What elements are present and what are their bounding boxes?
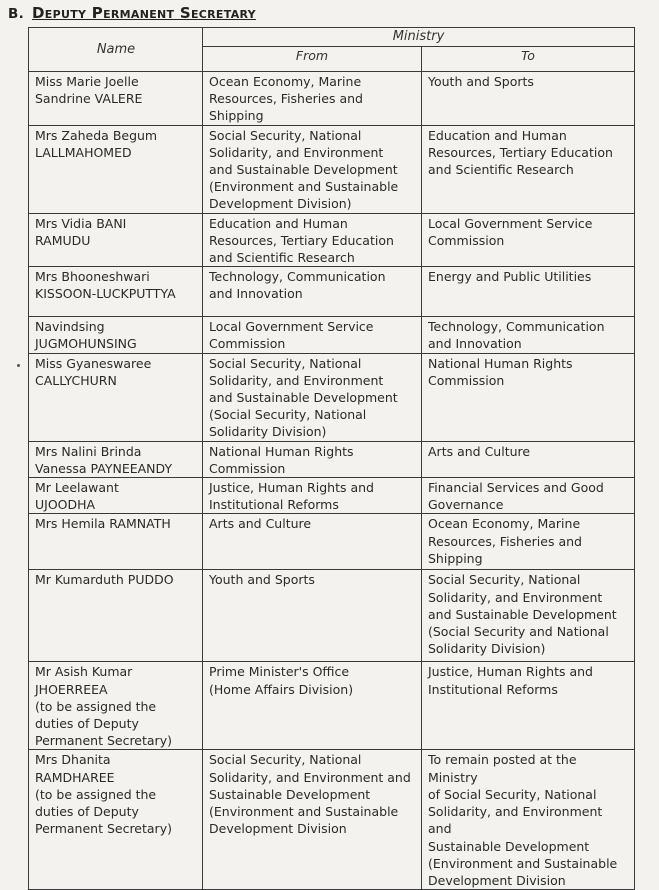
table-row bbox=[29, 353, 635, 441]
section-letter: B. bbox=[8, 6, 25, 22]
table-row bbox=[29, 514, 635, 570]
cell-name: Mr Leelawant UJOODHA bbox=[29, 478, 203, 514]
cell-to: National Human Rights Commission bbox=[422, 353, 635, 441]
cell-from: Technology, Communication and Innovation bbox=[203, 267, 422, 317]
cell-to: Financial Services and Good Governance bbox=[422, 478, 635, 514]
cell-to: Local Government Service Commission bbox=[422, 213, 635, 267]
cell-to: To remain posted at the Ministry of Social Security, National Solidarity, and Environment and Sustainable Development (Environment and Sustainable Development Division bbox=[422, 750, 635, 890]
cell-to: Social Security, National Solidarity, and Environment and Sustainable Development (Social Security and National Solidarity Division) bbox=[422, 570, 635, 662]
cell-from: Social Security, National Solidarity, and Environment and Sustainable Development (Environment and Sustainable Development Division) bbox=[203, 125, 422, 213]
table-row bbox=[29, 570, 635, 662]
table-row bbox=[29, 478, 635, 514]
cell-name: Mrs Nalini Brinda Vanessa PAYNEEANDY bbox=[29, 441, 203, 477]
header-to: To bbox=[422, 47, 635, 72]
cell-name: Mrs Zaheda Begum LALLMAHOMED bbox=[29, 125, 203, 213]
cell-from: National Human Rights Commission bbox=[203, 441, 422, 477]
table-row bbox=[29, 441, 635, 477]
header-name: Name bbox=[29, 28, 203, 72]
cell-name: Navindsing JUGMOHUNSING bbox=[29, 317, 203, 353]
cell-from: Ocean Economy, Marine Resources, Fisheries and Shipping bbox=[203, 72, 422, 126]
section-title: Deputy Permanent Secretary bbox=[32, 4, 256, 22]
cell-to: Ocean Economy, Marine Resources, Fisheries and Shipping bbox=[422, 514, 635, 570]
margin-mark bbox=[17, 364, 20, 367]
table-row bbox=[29, 750, 635, 890]
table-row bbox=[29, 267, 635, 317]
cell-name: Mrs Dhanita RAMDHAREE (to be assigned the duties of Deputy Permanent Secretary) bbox=[29, 750, 203, 890]
cell-from: Prime Minister's Office (Home Affairs Division) bbox=[203, 662, 422, 750]
table-row bbox=[29, 213, 635, 267]
cell-to: Energy and Public Utilities bbox=[422, 267, 635, 317]
header-from: From bbox=[203, 47, 422, 72]
cell-from: Social Security, National Solidarity, and Environment and Sustainable Development (Social Security, National Solidarity Division) bbox=[203, 353, 422, 441]
cell-from: Justice, Human Rights and Institutional Reforms bbox=[203, 478, 422, 514]
table-row bbox=[29, 662, 635, 750]
cell-from: Social Security, National Solidarity, and Environment and Sustainable Development (Environment and Sustainable Development Division bbox=[203, 750, 422, 890]
cell-to: Youth and Sports bbox=[422, 72, 635, 126]
table-row bbox=[29, 125, 635, 213]
table-row bbox=[29, 72, 635, 126]
posting-table bbox=[28, 27, 635, 890]
section-heading bbox=[8, 4, 256, 22]
header-ministry: Ministry bbox=[203, 28, 635, 47]
cell-from: Arts and Culture bbox=[203, 514, 422, 570]
cell-name: Mrs Hemila RAMNATH bbox=[29, 514, 203, 570]
cell-to: Technology, Communication and Innovation bbox=[422, 317, 635, 353]
cell-name: Miss Gyaneswaree CALLYCHURN bbox=[29, 353, 203, 441]
cell-name: Mr Kumarduth PUDDO bbox=[29, 570, 203, 662]
cell-name: Mrs Vidia BANI RAMUDU bbox=[29, 213, 203, 267]
cell-to: Arts and Culture bbox=[422, 441, 635, 477]
cell-from: Education and Human Resources, Tertiary Education and Scientific Research bbox=[203, 213, 422, 267]
cell-from: Youth and Sports bbox=[203, 570, 422, 662]
table-row bbox=[29, 317, 635, 353]
cell-to: Education and Human Resources, Tertiary Education and Scientific Research bbox=[422, 125, 635, 213]
cell-name: Mrs Bhooneshwari KISSOON-LUCKPUTTYA bbox=[29, 267, 203, 317]
cell-name: Mr Asish Kumar JHOERREEA (to be assigned the duties of Deputy Permanent Secretary) bbox=[29, 662, 203, 750]
cell-from: Local Government Service Commission bbox=[203, 317, 422, 353]
cell-name: Miss Marie Joelle Sandrine VALERE bbox=[29, 72, 203, 126]
cell-to: Justice, Human Rights and Institutional Reforms bbox=[422, 662, 635, 750]
